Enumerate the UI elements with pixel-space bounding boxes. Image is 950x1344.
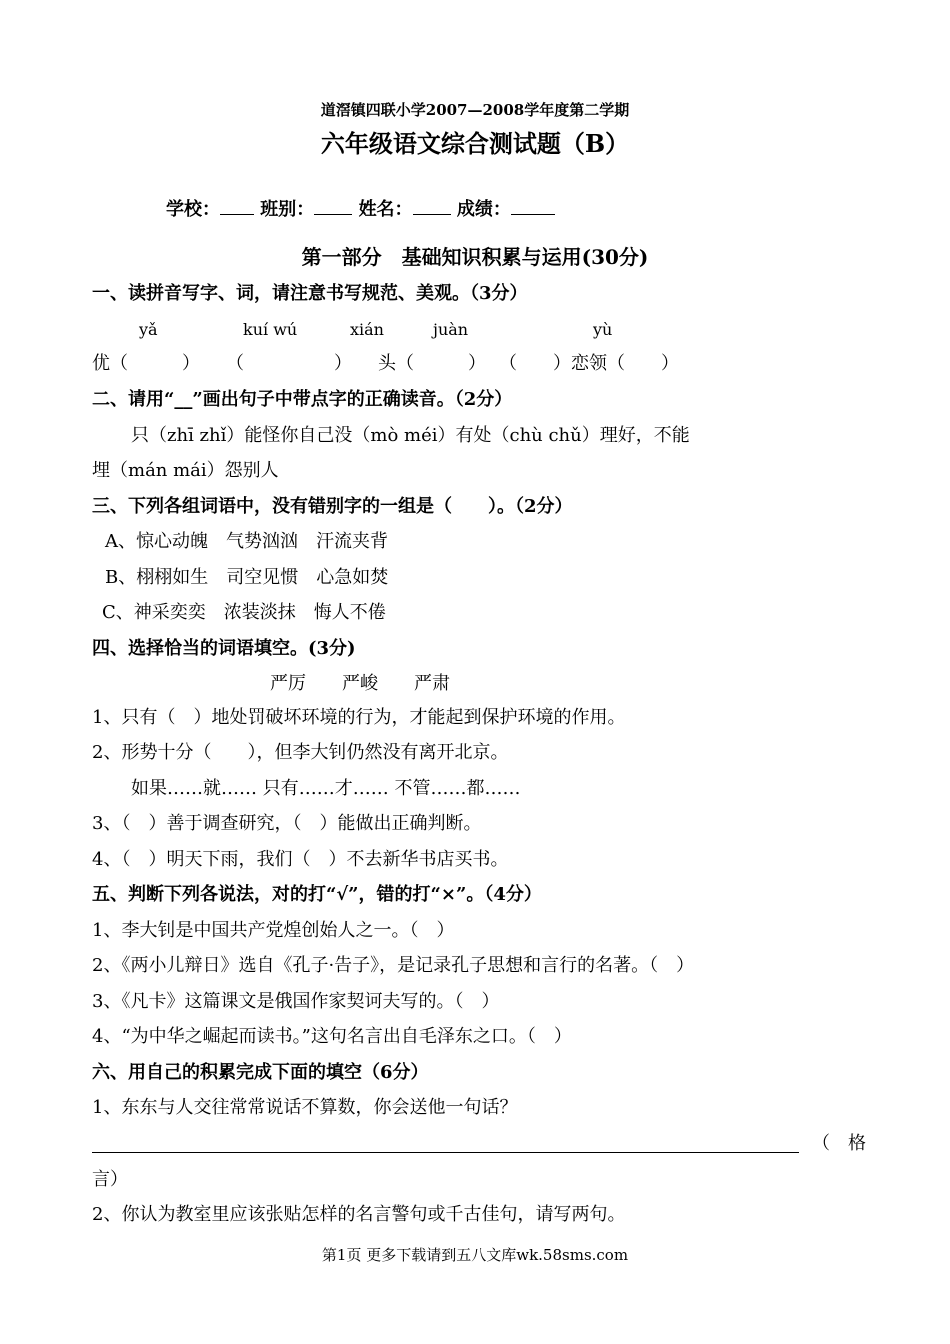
q1-pinyin-4: juàn bbox=[433, 320, 469, 339]
student-info-line bbox=[166, 198, 555, 222]
q4-item-3: 3、（ ）善于调查研究，（ ）能做出正确判断。 bbox=[92, 813, 482, 834]
class-label: 班别： bbox=[260, 199, 315, 220]
q1-blank-3[interactable]: 头（ ） bbox=[378, 353, 486, 374]
school-term-line: 道滘镇四联小学2007—2008学年度第二学期 bbox=[320, 101, 630, 119]
q1-blank-5[interactable]: 领（ ） bbox=[589, 353, 679, 374]
q6-item-1: 1、东东与人交往常常说话不算数，你会送他一句话？ bbox=[92, 1097, 518, 1118]
q2-title: 二、请用“__”画出句子中带点字的正确读音。（2分） bbox=[92, 389, 513, 410]
q6-tag-open: （ 格 bbox=[812, 1133, 866, 1154]
score-blank[interactable] bbox=[511, 198, 555, 215]
q6-answer-line[interactable] bbox=[92, 1152, 799, 1153]
name-label: 姓名： bbox=[358, 199, 413, 220]
q3-title: 三、下列各组词语中，没有错别字的一组是（ ）。（2分） bbox=[92, 496, 573, 517]
page-footer: 第1页 更多下载请到五八文库wk.58sms.com bbox=[321, 1246, 629, 1264]
school-label: 学校： bbox=[166, 199, 220, 220]
q2-sentence-line2: 埋（mán mái）怨别人 bbox=[92, 460, 279, 481]
q3-option-c[interactable]: C、神采奕奕 浓装淡抹 悔人不倦 bbox=[102, 602, 386, 623]
school-blank[interactable] bbox=[220, 198, 254, 215]
q5-item-3: 3、《凡卡》这篇课文是俄国作家契诃夫写的。（ ） bbox=[92, 991, 500, 1012]
q1-pinyin-5: yù bbox=[593, 320, 613, 339]
q1-blank-2[interactable]: （ ） bbox=[226, 353, 352, 374]
q4-item-2: 2、形势十分（ ），但李大钊仍然没有离开北京。 bbox=[92, 742, 509, 763]
q4-title: 四、选择恰当的词语填空。(3分) bbox=[92, 638, 356, 659]
q1-title: 一、读拼音写字、词，请注意书写规范、美观。（3分） bbox=[92, 283, 528, 304]
q1-blank-1[interactable]: 优（ ） bbox=[92, 353, 200, 374]
q5-title: 五、判断下列各说法，对的打“√”，错的打“×”。（4分） bbox=[92, 884, 542, 905]
q4-item-1: 1、只有（ ）地处罚破坏环境的行为，才能起到保护环境的作用。 bbox=[92, 707, 626, 728]
q4-word-choices-2: 如果……就…… 只有……才…… 不管……都…… bbox=[131, 778, 521, 799]
part1-title: 第一部分 基础知识积累与运用(30分) bbox=[301, 245, 649, 269]
q1-blank-4[interactable]: （ ）恋 bbox=[499, 353, 589, 374]
q6-tag-close: 言） bbox=[92, 1169, 128, 1190]
q5-item-4: 4、“为中华之崛起而读书。”这句名言出自毛泽东之口。（ ） bbox=[92, 1026, 572, 1047]
score-label: 成绩： bbox=[456, 199, 511, 220]
q4-word-choices-1: 严厉 严峻 严肃 bbox=[270, 673, 450, 694]
q4-item-4: 4、（ ）明天下雨，我们（ ）不去新华书店买书。 bbox=[92, 849, 509, 870]
q1-pinyin-3: xián bbox=[350, 320, 384, 339]
name-blank[interactable] bbox=[413, 198, 451, 215]
q1-pinyin-2: kuí wú bbox=[243, 320, 298, 339]
class-blank[interactable] bbox=[314, 198, 352, 215]
q5-item-2: 2、《两小儿辩日》选自《孔子·告子》，是记录孔子思想和言行的名著。（ ） bbox=[92, 955, 695, 976]
q3-option-a[interactable]: A、惊心动魄 气势汹汹 汗流夹背 bbox=[105, 531, 388, 552]
q1-pinyin-1: yǎ bbox=[139, 320, 158, 339]
q3-option-b[interactable]: B、栩栩如生 司空见惯 心急如焚 bbox=[105, 567, 389, 588]
q5-item-1: 1、李大钊是中国共产党煌创始人之一。（ ） bbox=[92, 920, 455, 941]
q6-title: 六、用自己的积累完成下面的填空（6分） bbox=[92, 1062, 429, 1083]
q2-sentence-line1: 只（zhī zhǐ）能怪你自己没（mò méi）有处（chù chǔ）理好，不能 bbox=[131, 425, 690, 446]
q6-item-2: 2、你认为教室里应该张贴怎样的名言警句或千古佳句，请写两句。 bbox=[92, 1204, 626, 1225]
page-title: 六年级语文综合测试题（B） bbox=[320, 129, 630, 158]
